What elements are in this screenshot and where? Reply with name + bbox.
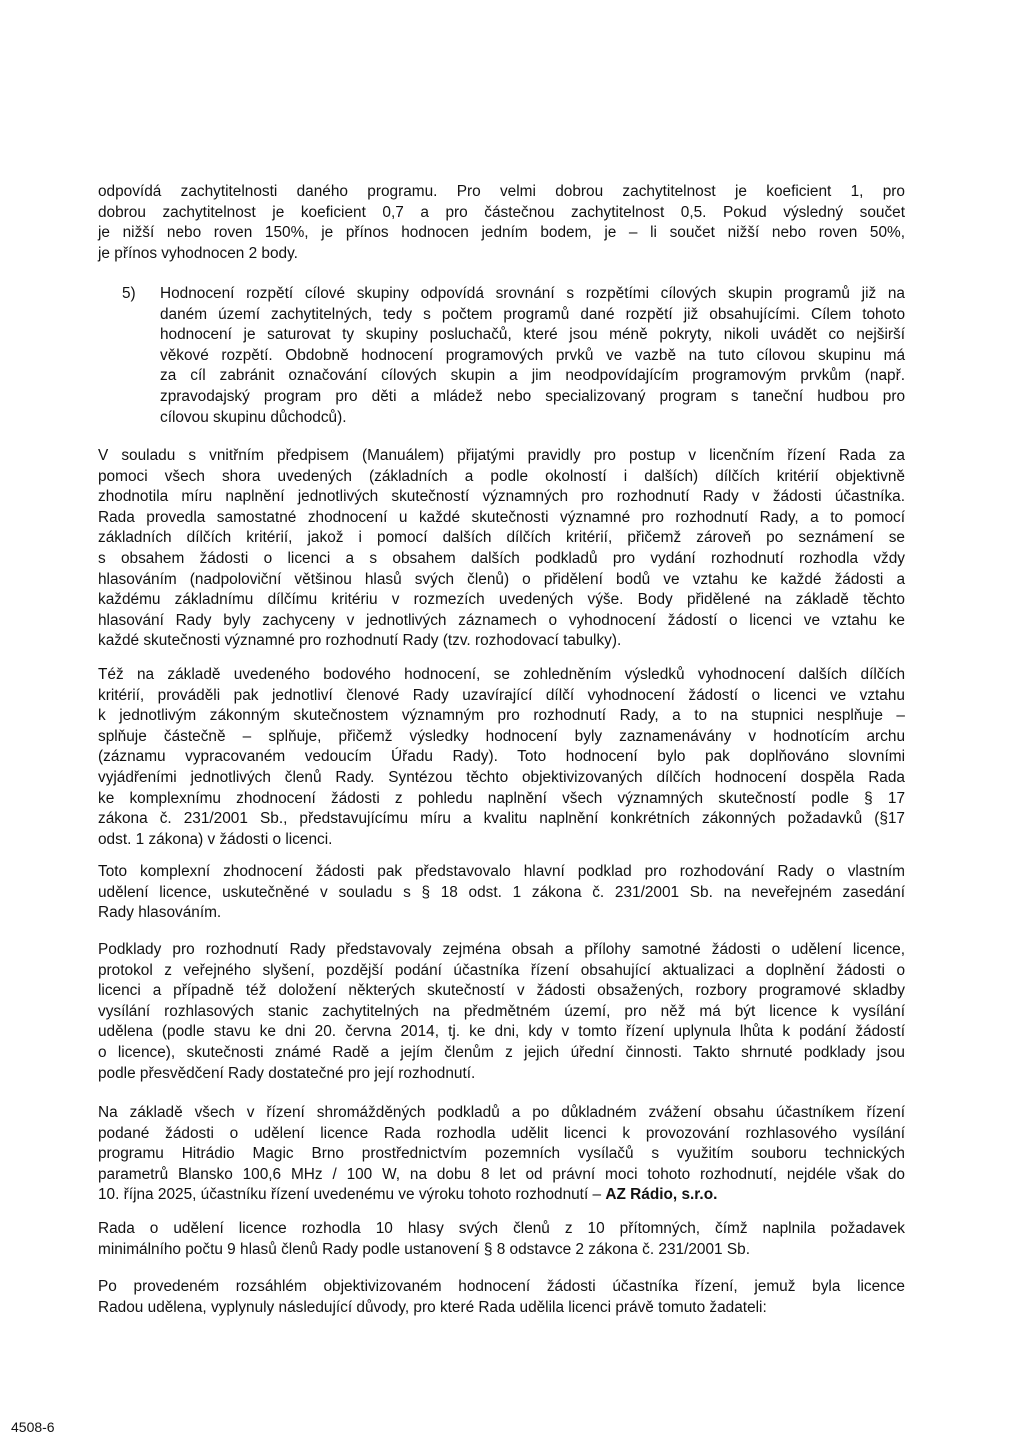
text-line: je přínos vyhodnocen 2 body. <box>98 244 298 262</box>
text-line: odpovídá zachytitelnosti daného programu. Pro velmi dobrou zachytitelnost je koeficient 1, pro <box>98 183 905 200</box>
text-line: zhodnotila míru naplnění jednotlivých skutečností významných pro rozhodnutí Rady v žádosti účastníka. <box>98 488 905 506</box>
text-line: hlasováním (nadpoloviční většinou hlasů svých členů) o přidělení bodů ve vztahu ke každé žádosti a <box>98 570 905 588</box>
text-line: Hodnocení rozpětí cílové skupiny odpovídá srovnání s rozpětími cílových skupin programů již na <box>160 285 905 302</box>
list-item-5 <box>160 284 905 428</box>
text-line: zákona č. 231/2001 Sb., představujícímu míru a kvalitu naplnění konkrétních zákonných požadavků (§17 <box>98 810 905 828</box>
text-line: věkové rozpětí. Obdobně hodnocení programových prvků ve vazbě na tuto cílovou skupinu má <box>160 346 905 364</box>
text-line: Též na základě uvedeného bodového hodnocení, se zohledněním výsledků vyhodnocení dalších dílčích <box>98 666 905 683</box>
text-line: vyjádřeními jednotlivých členů Rady. Syntézou těchto objektivizovaných dílčích hodnocení dospěla Rada <box>98 768 905 786</box>
text-line: vysílání rozhlasových stanic zachytitelných na předmětném území, pro něž má být licence k vysílání <box>98 1002 905 1020</box>
paragraph-reasons-intro <box>98 1277 905 1318</box>
text-line: podané žádosti o udělení licence Rada rozhodla udělit licenci k provozování rozhlasového vysílání <box>98 1124 905 1142</box>
text-line: je nižší nebo roven 150%, je přínos hodnocen jedním bodem, je – li součet nižší nebo roven 50%, <box>98 224 905 242</box>
text-line: za cíl zabránit označování cílových skupin a jim neodpovídajícím programovým prvkům (např. <box>160 367 905 385</box>
text-line: odst. 1 zákona) v žádosti o licenci. <box>98 830 333 848</box>
text-line: zpravodajský program pro děti a mládež nebo specializovaný program s taneční hudbou pro <box>160 387 905 405</box>
text-line: Rada o udělení licence rozhodla 10 hlasy svých členů z 10 přítomných, čímž naplnila požadavek <box>98 1220 905 1237</box>
licensee-name: AZ Rádio, s.r.o. <box>605 1186 718 1204</box>
text-line: (záznamu vypracovaném vedoucím Úřadu Rady). Toto hodnocení bylo pak doplňováno slovními <box>98 748 905 766</box>
text-line: o licence), skutečnosti známé Radě a jejím členům z jejich úřední činnosti. Takto shrnuté podklady jsou <box>98 1043 905 1061</box>
text-line: protokol z veřejného slyšení, pozdější podání účastníka řízení obsahující aktualizaci a doplnění žádosti o <box>98 961 905 979</box>
text-line: dobrou zachytitelnost je koeficient 0,7 a pro částečnou zachytitelnost 0,5. Pokud výsledný součet <box>98 203 905 221</box>
paragraph-decision-basis <box>98 940 905 1084</box>
page-code: 4508-6 <box>11 1419 55 1435</box>
text-line: podle přesvědčení Rady dostatečné pro její rozhodnutí. <box>98 1064 476 1082</box>
text-line: každému základnímu dílčímu kritériu v rozmezích uvedených výše. Body přidělené na základě těchto <box>98 591 905 609</box>
text-line: cílovou skupinu důchodců). <box>160 408 347 426</box>
paragraph-vote-result <box>98 1219 905 1260</box>
text-line: každé skutečnosti významné pro rozhodnutí Rady (tzv. rozhodovací tabulky). <box>98 632 622 650</box>
text-line: základních dílčích kritérií, jakož i pomocí dalších dílčích kritérií, přičemž zároveň po seznámení se <box>98 529 905 547</box>
text-line: s obsahem žádosti o licenci a s obsahem dalších podkladů pro vydání rozhodnutí rozhodla vždy <box>98 549 905 567</box>
paragraph-licence-decision <box>98 1103 905 1206</box>
text-line: Toto komplexní zhodnocení žádosti pak představovalo hlavní podklad pro rozhodování Rady o vlastním <box>98 863 905 880</box>
text-line: Rady hlasováním. <box>98 904 222 922</box>
text-line: Radou udělena, vyplynuly následující důvody, pro které Rada udělila licenci právě tomuto žadateli: <box>98 1298 767 1316</box>
text-line: udělení licence, uskutečněné v souladu s § 18 odst. 1 zákona č. 231/2001 Sb. na neveřejném zasedání <box>98 883 905 901</box>
text-line: hodnocení je saturovat ty skupiny posluchačů, které jsou méně pokryty, nikoli uvádět co nejširší <box>160 326 905 344</box>
paragraph-member-evaluation <box>98 665 905 850</box>
list-item-number: 5) <box>122 285 136 302</box>
text-line: splňuje částečně – splňuje, přičemž výsledky hodnocení byly zaznamenávány v hodnotícím archu <box>98 727 905 745</box>
text-line: V souladu s vnitřním předpisem (Manuálem) přijatými pravidly pro postup v licenčním řízení Rada za <box>98 447 905 464</box>
text-line: Rada provedla samostatné zhodnocení u každé skutečnosti významné pro rozhodnutí Rady, a to pomocí <box>98 508 905 526</box>
text-line: kritérií, prováděli pak jednotliví členové Rady uzavírající dílčí vyhodnocení žádostí o licenci ve vztahu <box>98 686 905 704</box>
text-line: udělena (podle stavu ke dni 20. června 2014, tj. ke dni, kdy v tomto řízení uplynula lhůta k podání žádostí <box>98 1023 905 1041</box>
text-line: daném území zachytitelných, tedy s počtem programů dané rozpětí již obsahujícími. Cílem tohoto <box>160 305 905 323</box>
paragraph-comprehensive-evaluation <box>98 862 905 924</box>
text-line: Na základě všech v řízení shromážděných podkladů a po důkladném zvážení obsahu účastníkem řízení <box>98 1104 905 1121</box>
text-line: programu Hitrádio Magic Brno prostřednictvím pozemních vysílačů s využitím souboru technických <box>98 1145 905 1163</box>
text-line: Po provedeném rozsáhlém objektivizovaném hodnocení žádosti účastníka řízení, jemuž byla licence <box>98 1278 905 1295</box>
paragraph-evaluation-method <box>98 446 905 652</box>
text-line: pomoci všech shora uvedených (základních a podle okolností i dalších) dílčích kritérií objektivně <box>98 467 905 485</box>
text-line: Podklady pro rozhodnutí Rady představovaly zejména obsah a přílohy samotné žádosti o udělení licence, <box>98 941 905 958</box>
text-line: parametrů Blansko 100,6 MHz / 100 W, na dobu 8 let od právní moci tohoto rozhodnutí, nejdéle však do <box>98 1165 905 1183</box>
text-line: minimálního počtu 9 hlasů členů Rady podle ustanovení § 8 odstavce 2 zákona č. 231/2001 Sb. <box>98 1240 750 1258</box>
text-line: hlasování Rady byly zachyceny v jednotlivých záznamech o vyhodnocení žádostí o licenci ve vztahu ke <box>98 611 905 629</box>
text-line <box>98 1185 905 1206</box>
continuation-paragraph <box>98 182 905 264</box>
text-line: k jednotlivým zákonným skutečnostem významným pro rozhodnutí Rady, a to na stupnici nesplňuje – <box>98 707 905 725</box>
text-line: licenci a případně též doložení některých skutečností v žádosti obsažených, rozbory programové skladby <box>98 982 905 1000</box>
text-line: ke komplexnímu zhodnocení žádosti z pohledu naplnění všech významných skutečností podle § 17 <box>98 789 905 807</box>
licence-date-text: 10. října 2025, účastníku řízení uvedenému ve výroku tohoto rozhodnutí – <box>98 1186 606 1204</box>
